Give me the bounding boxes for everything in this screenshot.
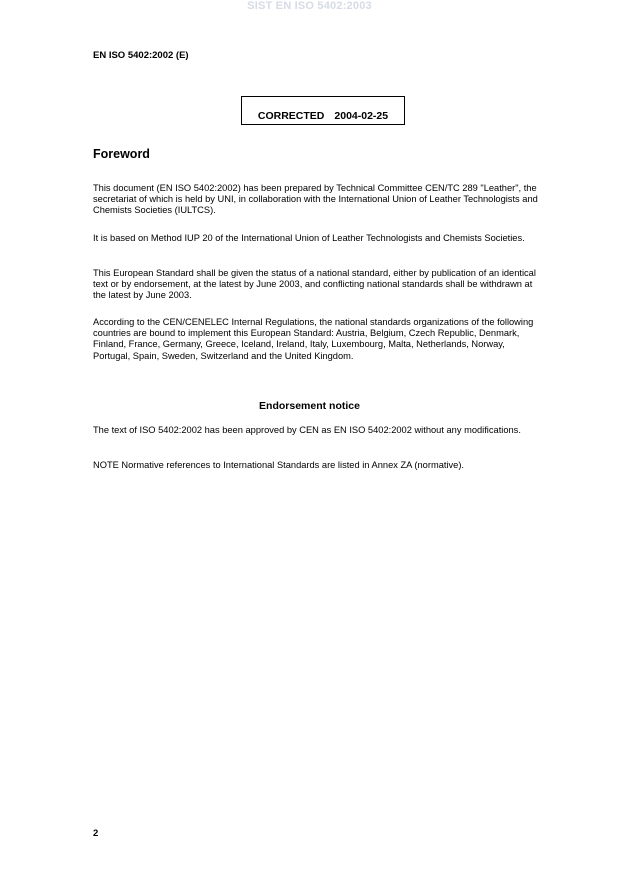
page-number: 2	[93, 828, 99, 839]
corrected-date: 2004-02-25	[334, 110, 389, 122]
corrected-stamp	[241, 96, 405, 125]
foreword-paragraph: It is based on Method IUP 20 of the International Union of Leather Technologists and Chemists Societies.	[93, 233, 525, 243]
corrected-label: CORRECTED	[257, 110, 325, 122]
foreword-heading: Foreword	[93, 147, 150, 161]
endorsement-paragraph: The text of ISO 5402:2002 has been approved by CEN as EN ISO 5402:2002 without any modifications.	[93, 425, 521, 435]
endorsement-note: NOTE Normative references to International Standards are listed in Annex ZA (normative).	[93, 460, 465, 470]
watermark: SIST EN ISO 5402:2003	[247, 0, 372, 12]
foreword-paragraph: According to the CEN/CENELEC Internal Regulations, the national standards organizations of the following countries are bound to implement this European Standard: Austria, Belgium, Czech Republic, Denmark, Finland, France, Germany, Greece, Iceland, Ireland, Italy, Luxembourg, Malta, Netherlands, Norway, Portugal, Spain, Sweden, Switzerland and the United Kingdom.	[93, 317, 534, 361]
foreword-paragraph: This document (EN ISO 5402:2002) has been prepared by Technical Committee CEN/TC 289 "Leather", the secretariat of which is held by UNI, in collaboration with the International Union of Leather Technologists and Chemists Societies (IULTCS).	[93, 183, 538, 216]
foreword-paragraph: This European Standard shall be given the status of a national standard, either by publication of an identical text or by endorsement, at the latest by June 2003, and conflicting national standards shall be withdrawn at the latest by June 2003.	[93, 268, 536, 301]
document-identifier: EN ISO 5402:2002 (E)	[93, 50, 189, 61]
endorsement-heading: Endorsement notice	[259, 400, 360, 412]
